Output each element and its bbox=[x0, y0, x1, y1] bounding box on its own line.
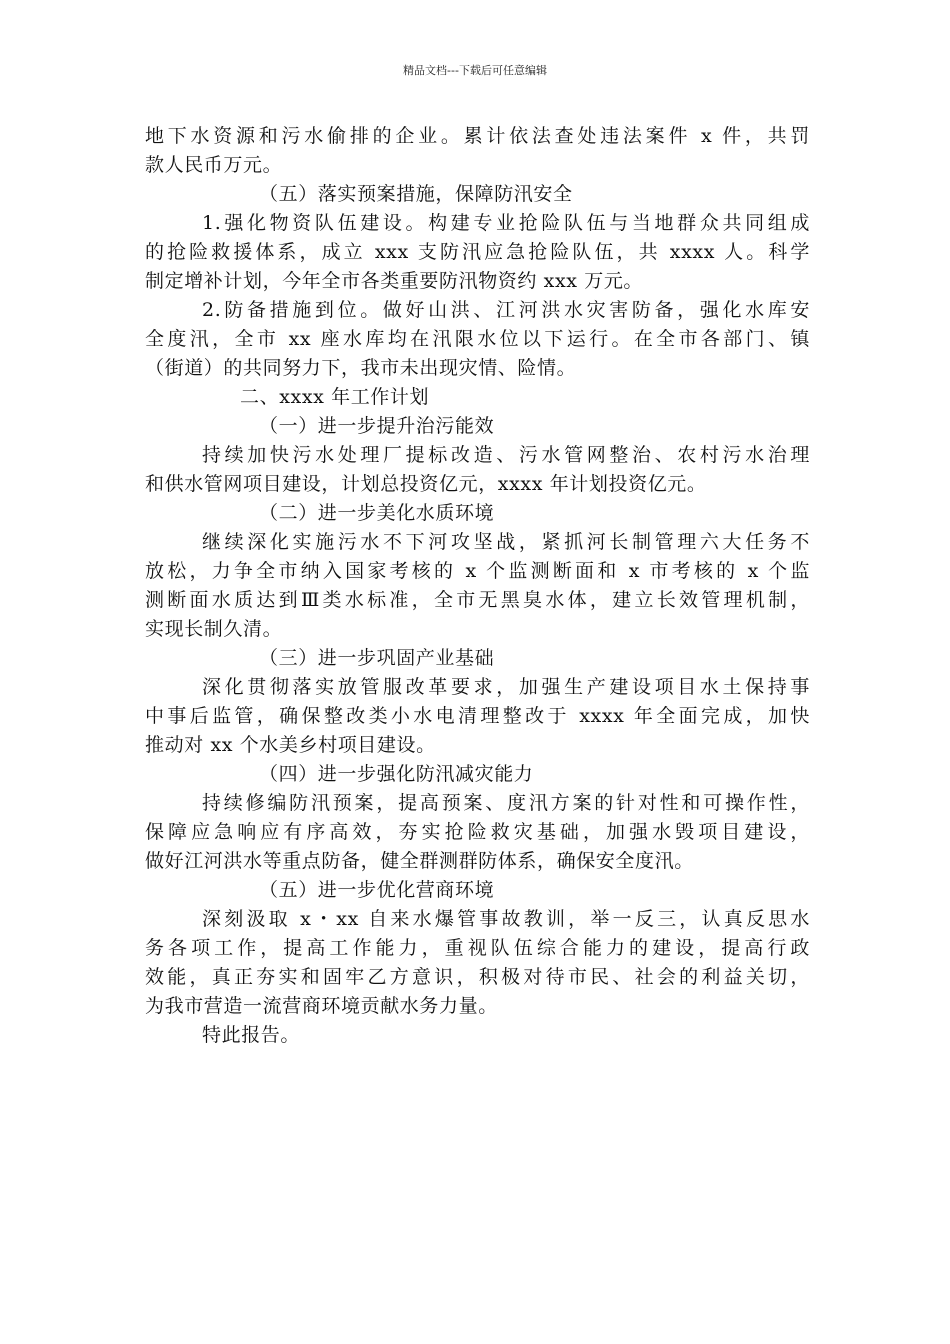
section-heading: （五）落实预案措施，保障防汛安全 bbox=[259, 183, 573, 205]
paragraph-line: 做好江河洪水等重点防备，健全群测群防体系，确保安全度汛。 bbox=[145, 850, 694, 872]
paragraph-line: 持续加快污水处理厂提标改造、污水管网整治、农村污水治理 bbox=[202, 444, 810, 466]
paragraph-line: 中事后监管，确保整改类小水电清理整改于 xxxx 年全面完成，加快 bbox=[145, 705, 810, 727]
section-heading: （二）进一步美化水质环境 bbox=[259, 502, 495, 524]
paragraph-line: 全度汛，全市 xx 座水库均在汛限水位以下运行。在全市各部门、镇 bbox=[145, 328, 810, 350]
paragraph-line: 推动对 xx 个水美乡村项目建设。 bbox=[145, 734, 436, 756]
closing-line: 特此报告。 bbox=[202, 1024, 301, 1046]
paragraph-line: 继续深化实施污水不下河攻坚战，紧抓河长制管理六大任务不 bbox=[202, 531, 810, 553]
paragraph-line: 测断面水质达到Ⅲ类水标准，全市无黑臭水体，建立长效管理机制， bbox=[145, 589, 810, 611]
section-heading: （五）进一步优化营商环境 bbox=[259, 879, 495, 901]
section-heading: （三）进一步巩固产业基础 bbox=[259, 647, 495, 669]
page-header: 精品文档---下载后可任意编辑 bbox=[403, 64, 547, 77]
paragraph-line: 的抢险救援体系，成立 xxx 支防汛应急抢险队伍，共 xxxx 人。科学 bbox=[145, 241, 810, 263]
paragraph-line: 2.防备措施到位。做好山洪、江河洪水灾害防备，强化水库安 bbox=[202, 299, 810, 321]
paragraph-line: 深化贯彻落实放管服改革要求，加强生产建设项目水土保持事 bbox=[202, 676, 810, 698]
chapter-heading: 二、xxxx 年工作计划 bbox=[240, 386, 430, 408]
paragraph-line: 务各项工作，提高工作能力，重视队伍综合能力的建设，提高行政 bbox=[145, 937, 810, 959]
paragraph-line: 保障应急响应有序高效，夯实抢险救灾基础，加强水毁项目建设， bbox=[145, 821, 810, 843]
paragraph-line: 放松，力争全市纳入国家考核的 x 个监测断面和 x 市考核的 x 个监 bbox=[145, 560, 810, 582]
paragraph-line: 实现长制久清。 bbox=[145, 618, 283, 640]
paragraph-line: 地下水资源和污水偷排的企业。累计依法查处违法案件 x 件，共罚 bbox=[145, 125, 810, 147]
paragraph-line: 深刻汲取 x・xx 自来水爆管事故教训，举一反三，认真反思水 bbox=[202, 908, 810, 930]
paragraph-line: 制定增补计划，今年全市各类重要防汛物资约 xxx 万元。 bbox=[145, 270, 644, 292]
paragraph-line: 1.强化物资队伍建设。构建专业抢险队伍与当地群众共同组成 bbox=[202, 212, 810, 234]
document-body bbox=[145, 122, 810, 1050]
section-heading: （一）进一步提升治污能效 bbox=[259, 415, 495, 437]
paragraph-line: 效能，真正夯实和固牢乙方意识，积极对待市民、社会的利益关切， bbox=[145, 966, 810, 988]
paragraph-line: 为我市营造一流营商环境贡献水务力量。 bbox=[145, 995, 498, 1017]
paragraph-line: （街道）的共同努力下，我市未出现灾情、险情。 bbox=[145, 357, 577, 379]
paragraph-line: 和供水管网项目建设，计划总投资亿元，xxxx 年计划投资亿元。 bbox=[145, 473, 707, 495]
paragraph-line: 持续修编防汛预案，提高预案、度汛方案的针对性和可操作性， bbox=[202, 792, 810, 814]
paragraph-line: 款人民币万元。 bbox=[145, 154, 283, 176]
section-heading: （四）进一步强化防汛减灾能力 bbox=[259, 763, 534, 785]
